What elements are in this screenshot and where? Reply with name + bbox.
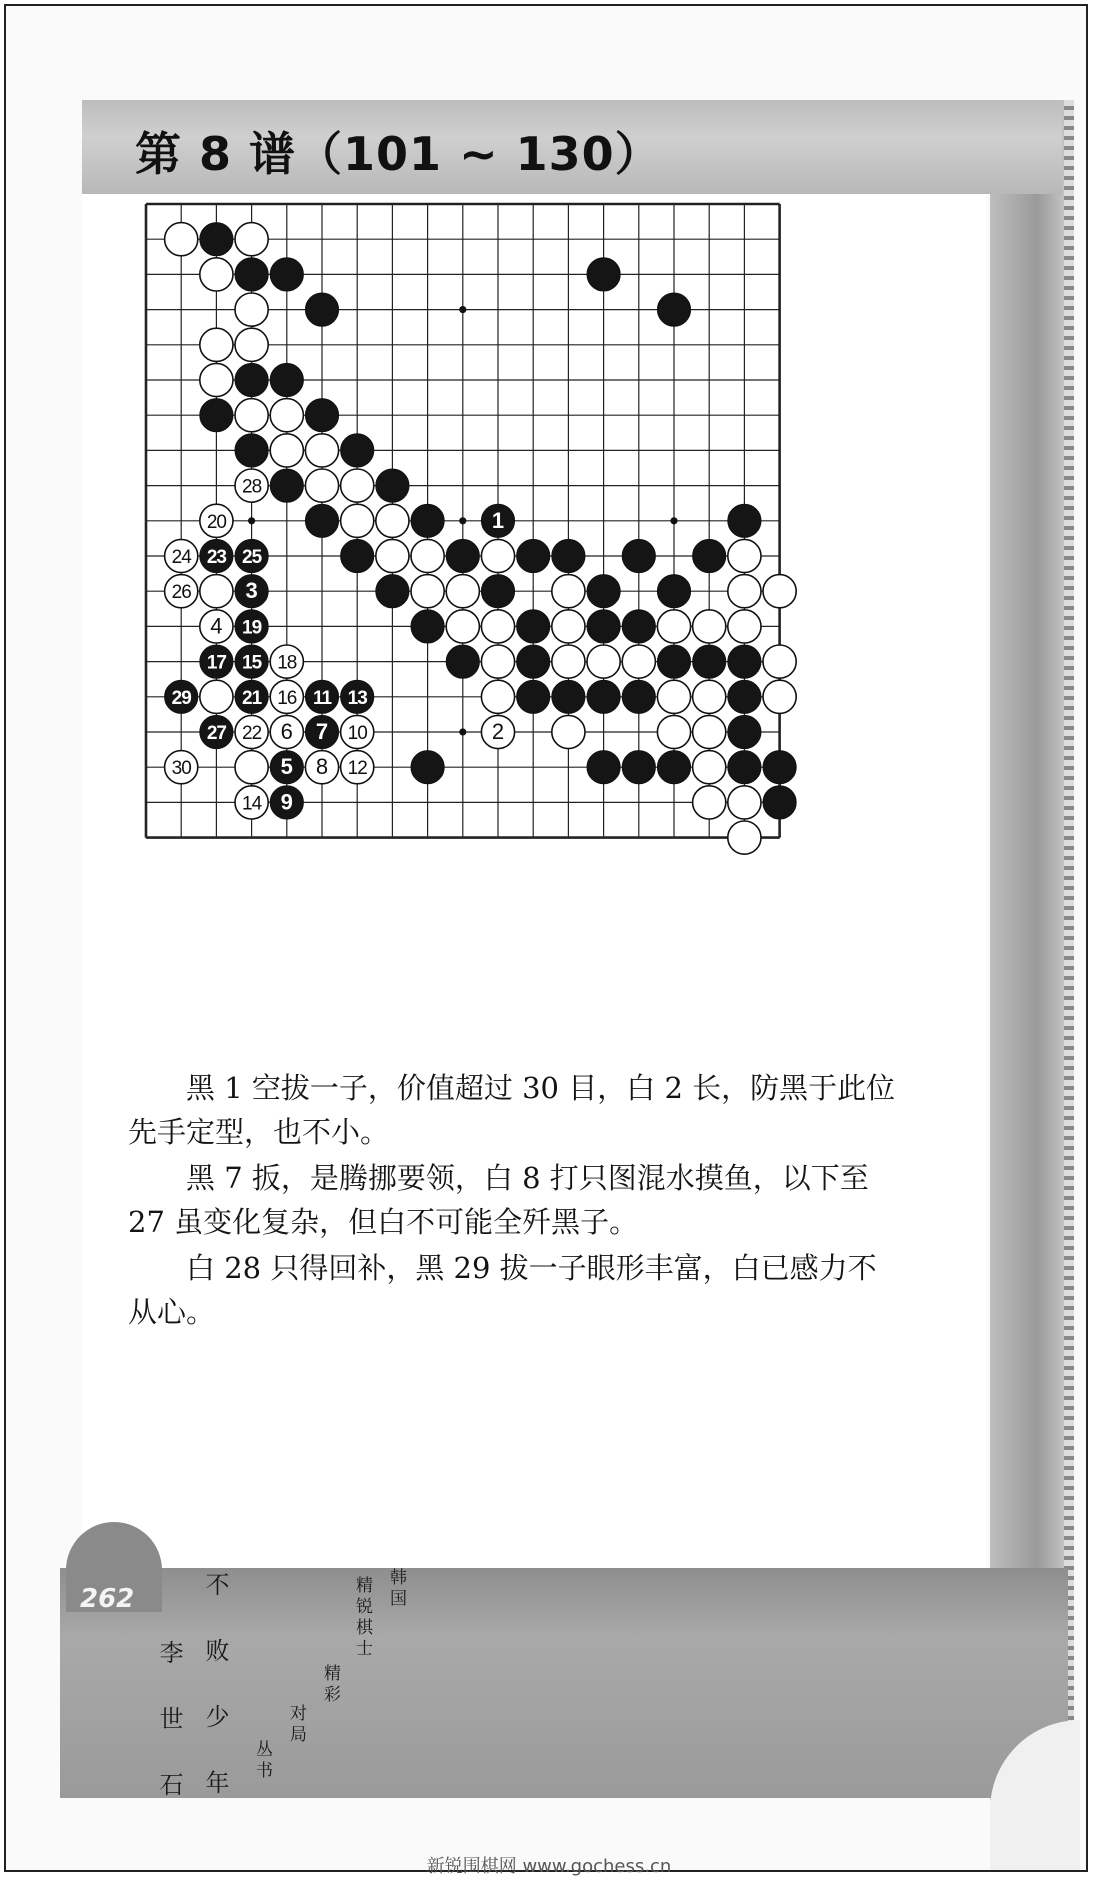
black-stone (446, 539, 479, 572)
star-point (459, 517, 466, 524)
white-stone (270, 399, 303, 432)
move-number: 22 (242, 723, 262, 744)
star-point (248, 517, 255, 524)
black-stone (622, 610, 655, 643)
black-stone (270, 363, 303, 396)
white-stone (728, 575, 761, 608)
white-stone (657, 610, 690, 643)
series-title: 不败少年 (201, 1572, 229, 1836)
white-stone (552, 645, 585, 678)
white-stone (446, 610, 479, 643)
black-stone (728, 645, 761, 678)
series-label-hanguo: 韩国 (386, 1568, 406, 1610)
black-stone (305, 504, 338, 537)
black-stone (376, 469, 409, 502)
move-number: 23 (206, 547, 226, 568)
commentary-paragraph-2: 黑 7 扳，是腾挪要领，白 8 打只图混水摸鱼，以下至 27 虽变化复杂，但白不可能全歼黑子。 (128, 1161, 869, 1239)
move-number: 21 (242, 687, 262, 709)
move-number: 15 (242, 652, 262, 674)
white-stone (270, 434, 303, 467)
move-number: 18 (277, 652, 297, 674)
black-stone (376, 575, 409, 608)
white-stone (305, 469, 338, 502)
white-stone (200, 575, 233, 608)
white-stone (235, 751, 268, 784)
white-stone (235, 399, 268, 432)
black-stone (693, 645, 726, 678)
white-stone (235, 328, 268, 361)
move-number: 8 (315, 754, 329, 780)
star-point (459, 306, 466, 313)
white-stone (657, 715, 690, 748)
black-stone (305, 293, 338, 326)
move-number: 4 (210, 613, 223, 639)
watermark: 新锐围棋网 www.gochess.cn (426, 1856, 672, 1877)
series-label-congshu: 丛书 (252, 1740, 272, 1782)
white-stone (200, 328, 233, 361)
move-number: 13 (347, 687, 367, 709)
white-stone (481, 610, 514, 643)
black-stone (235, 258, 268, 291)
black-stone (517, 680, 550, 713)
move-number: 25 (242, 547, 262, 568)
white-stone (693, 751, 726, 784)
series-label-duiju: 对局 (286, 1704, 306, 1746)
white-stone (763, 575, 796, 608)
white-stone (481, 645, 514, 678)
move-number: 7 (315, 719, 329, 744)
black-stone (587, 680, 620, 713)
right-edge-band (990, 100, 1068, 1800)
black-stone (622, 680, 655, 713)
black-stone (657, 751, 690, 784)
black-stone (517, 610, 550, 643)
black-stone (657, 293, 690, 326)
black-stone (341, 434, 374, 467)
commentary (128, 1066, 898, 1336)
black-stone (341, 539, 374, 572)
black-stone (587, 258, 620, 291)
black-stone (200, 399, 233, 432)
white-stone (341, 469, 374, 502)
move-number: 9 (280, 789, 293, 815)
move-number: 28 (242, 476, 262, 498)
black-stone (587, 610, 620, 643)
black-stone (763, 751, 796, 784)
black-stone (693, 539, 726, 572)
white-stone (376, 504, 409, 537)
move-number: 1 (491, 507, 505, 533)
star-point (670, 517, 677, 524)
white-stone (728, 821, 761, 854)
black-stone (270, 469, 303, 502)
black-stone (728, 751, 761, 784)
black-stone (411, 751, 444, 784)
black-stone (411, 504, 444, 537)
move-number: 10 (347, 723, 367, 744)
black-stone (552, 680, 585, 713)
white-stone (446, 575, 479, 608)
white-stone (200, 258, 233, 291)
white-stone (305, 434, 338, 467)
white-stone (693, 680, 726, 713)
white-stone (411, 539, 444, 572)
white-stone (728, 539, 761, 572)
black-stone (728, 715, 761, 748)
black-stone (622, 539, 655, 572)
move-number: 20 (206, 511, 226, 533)
star-point (459, 728, 466, 735)
white-stone (693, 610, 726, 643)
black-stone (728, 680, 761, 713)
series-label-jingcai: 精彩 (320, 1664, 340, 1706)
white-stone (552, 715, 585, 748)
black-stone (200, 223, 233, 256)
white-stone (376, 539, 409, 572)
move-number: 30 (171, 758, 191, 780)
black-stone (587, 751, 620, 784)
commentary-paragraph-1: 黑 1 空拔一子，价值超过 30 目，白 2 长，防黑于此位先手定型，也不小。 (128, 1071, 896, 1149)
white-stone (552, 575, 585, 608)
white-stone (481, 539, 514, 572)
white-stone (481, 680, 514, 713)
white-stone (657, 680, 690, 713)
black-stone (622, 751, 655, 784)
black-stone (270, 258, 303, 291)
white-stone (200, 680, 233, 713)
move-number: 12 (347, 758, 367, 780)
white-stone (341, 504, 374, 537)
move-number: 2 (491, 719, 505, 744)
black-stone (235, 363, 268, 396)
move-number: 11 (312, 687, 332, 709)
black-stone (517, 539, 550, 572)
move-number: 14 (242, 793, 262, 815)
white-stone (728, 610, 761, 643)
white-stone (235, 223, 268, 256)
black-stone (587, 575, 620, 608)
move-number: 26 (171, 582, 191, 604)
series-label-jingrui: 精锐棋士 (352, 1576, 372, 1660)
white-stone (763, 680, 796, 713)
white-stone (235, 293, 268, 326)
move-number: 6 (280, 719, 293, 744)
black-stone (517, 645, 550, 678)
move-number: 16 (277, 687, 297, 709)
white-stone (411, 575, 444, 608)
move-number: 5 (280, 754, 293, 780)
page-number: 262 (80, 1584, 135, 1614)
black-stone (481, 575, 514, 608)
white-stone (763, 645, 796, 678)
black-stone (657, 645, 690, 678)
black-stone (552, 539, 585, 572)
black-stone (235, 434, 268, 467)
white-stone (728, 786, 761, 819)
diagram-title: 第 8 谱（101 ~ 130） (135, 127, 662, 181)
black-stone (657, 575, 690, 608)
content-panel (82, 194, 986, 1574)
move-number: 27 (206, 723, 226, 744)
black-stone (763, 786, 796, 819)
white-stone (693, 715, 726, 748)
white-stone (200, 363, 233, 396)
white-stone (165, 223, 198, 256)
black-stone (305, 399, 338, 432)
white-stone (552, 610, 585, 643)
white-stone (693, 786, 726, 819)
move-number: 24 (171, 547, 191, 568)
author-name: 李世石 (155, 1640, 183, 1838)
go-board (82, 194, 986, 1034)
black-stone (411, 610, 444, 643)
move-number: 29 (171, 687, 191, 709)
commentary-paragraph-3: 白 28 只得回补，黑 29 拔一子眼形丰富，白已感力不从心。 (128, 1251, 877, 1329)
black-stone (728, 504, 761, 537)
white-stone (587, 645, 620, 678)
move-number: 19 (242, 617, 262, 639)
white-stone (622, 645, 655, 678)
black-stone (446, 645, 479, 678)
move-number: 3 (245, 578, 258, 604)
move-number: 17 (206, 652, 226, 674)
